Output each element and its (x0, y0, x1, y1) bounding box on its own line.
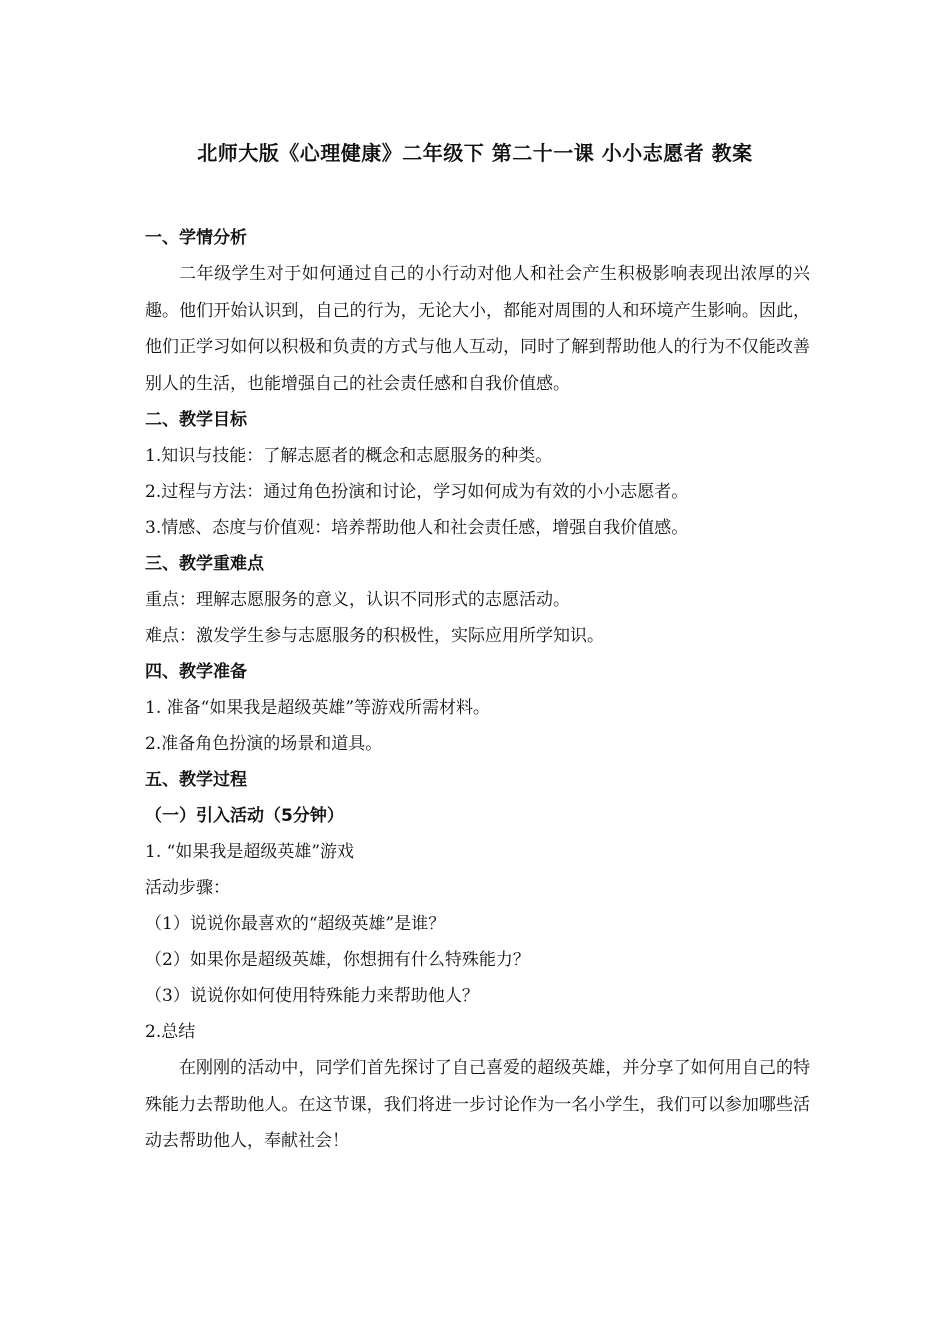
goal-item: 3.情感、态度与价值观：培养帮助他人和社会责任感，增强自我价值感。 (145, 518, 689, 538)
process-step: （3）说说你如何使用特殊能力来帮助他人？ (145, 986, 479, 1006)
subsection-heading-intro-activity: （一）引入活动（5分钟） (145, 806, 344, 826)
student-analysis-paragraph: 二年级学生对于如何通过自己的小行动对他人和社会产生积极影响表现出浓厚的兴趣。他们开始认识到，自己的行为，无论大小，都能对周围的人和环境产生影响。因此，他们正学习如何以积极和负责的方式与他人互动，同时了解到帮助他人的行为不仅能改善别人的生活，也能增强自己的社会责任感和自我价值感。 (145, 264, 810, 394)
process-item: 1. “如果我是超级英雄”游戏 (145, 842, 355, 862)
summary-paragraph: 在刚刚的活动中，同学们首先探讨了自己喜爱的超级英雄，并分享了如何用自己的特殊能力去帮助他人。在这节课，我们将进一步讨论作为一名小学生，我们可以参加哪些活动去帮助他人，奉献社会！ (145, 1058, 810, 1151)
process-item: 2.总结 (145, 1022, 196, 1042)
document-title: 北师大版《心理健康》二年级下 第二十一课 小小志愿者 教案 (197, 141, 753, 165)
section-heading-key-difficult-points: 三、教学重难点 (145, 554, 264, 574)
section-heading-teaching-process: 五、教学过程 (145, 770, 247, 790)
key-point-item: 重点：理解志愿服务的意义，认识不同形式的志愿活动。 (145, 590, 570, 610)
process-step: （2）如果你是超级英雄，你想拥有什么特殊能力？ (145, 950, 530, 970)
section-heading-teaching-preparation: 四、教学准备 (145, 662, 247, 682)
section-heading-student-analysis: 一、学情分析 (145, 228, 247, 248)
process-item: 活动步骤： (145, 878, 230, 898)
process-step: （1）说说你最喜欢的“超级英雄”是谁？ (145, 914, 446, 934)
document-body (145, 220, 810, 1160)
preparation-item: 1. 准备“如果我是超级英雄”等游戏所需材料。 (145, 698, 491, 718)
preparation-item: 2.准备角色扮演的场景和道具。 (145, 734, 383, 754)
difficult-point-item: 难点：激发学生参与志愿服务的积极性，实际应用所学知识。 (145, 626, 604, 646)
section-heading-teaching-goals: 二、教学目标 (145, 410, 247, 430)
goal-item: 1.知识与技能：了解志愿者的概念和志愿服务的种类。 (145, 446, 553, 466)
goal-item: 2.过程与方法：通过角色扮演和讨论，学习如何成为有效的小小志愿者。 (145, 482, 689, 502)
